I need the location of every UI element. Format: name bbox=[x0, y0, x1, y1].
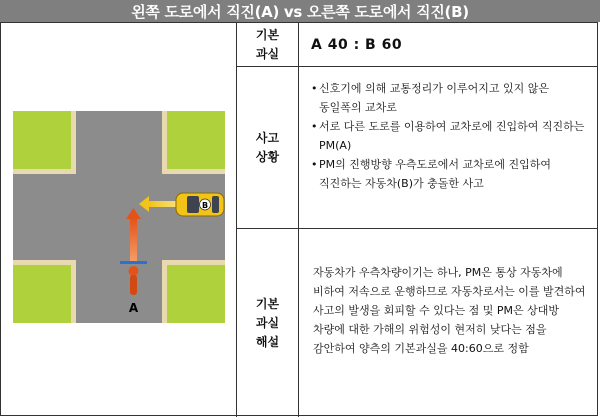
scenario-diagram-cell bbox=[1, 23, 237, 417]
intersection-diagram bbox=[13, 111, 225, 323]
pm-path-arrow bbox=[130, 219, 137, 263]
car-path-arrow bbox=[149, 201, 177, 207]
situation-bullet-text: 신호기에 의해 교통정리가 이루어지고 있지 않은 동일폭의 교차로 bbox=[319, 82, 550, 114]
accident-situation-label: 사고 상황 bbox=[237, 67, 299, 229]
grass-bottom-right bbox=[167, 265, 225, 323]
basic-ratio-value-cell bbox=[299, 23, 597, 67]
basic-ratio-label: 기본 과실 bbox=[237, 23, 299, 67]
situation-bullet-text: PM의 진행방향 우측도로에서 교차로에 진입하여 직진하는 자동차(B)가 충돌한 사고 bbox=[319, 158, 552, 190]
grass-top-left bbox=[13, 111, 71, 169]
situation-bullet: • 서로 다른 도로를 이용하여 교차로에 진입하여 직진하는 PM(A) bbox=[311, 117, 591, 155]
explanation-text: 자동차가 우측차량이기는 하나, PM은 통상 자동차에 비하여 저속으로 운행하므로 자동차로서는 이를 발견하여 사고의 발생을 회피할 수 있다는 점 및 PM은 상대방 차량에 대한 가해의 위험성이 현저히 낮다는 점을 감안하여 양측의 기본과실을 40:60으로 정함 bbox=[313, 266, 586, 355]
explanation-cell bbox=[299, 229, 597, 417]
situation-bullet-list bbox=[299, 67, 597, 193]
grass-bottom-left bbox=[13, 265, 71, 323]
grass-top-right bbox=[167, 111, 225, 169]
pm-label: A bbox=[128, 301, 139, 315]
explanation-label: 기본 과실 해설 bbox=[237, 229, 299, 417]
situation-bullet-text: 서로 다른 도로를 이용하여 교차로에 진입하여 직진하는 PM(A) bbox=[319, 120, 585, 152]
situation-bullet: • PM의 진행방향 우측도로에서 교차로에 진입하여 직진하는 자동차(B)가 충돌한 사고 bbox=[311, 155, 591, 193]
situation-bullet: • 신호기에 의해 교통정리가 이루어지고 있지 않은 동일폭의 교차로 bbox=[311, 79, 591, 117]
accident-situation-cell bbox=[299, 67, 597, 229]
fault-table bbox=[0, 22, 598, 416]
car-label: B bbox=[201, 201, 209, 210]
car-b bbox=[176, 193, 224, 216]
page-title: 왼쪽 도로에서 직진(A) vs 오른쪽 도로에서 직진(B) bbox=[0, 0, 600, 22]
basic-ratio-value: A 40 : B 60 bbox=[311, 36, 403, 53]
